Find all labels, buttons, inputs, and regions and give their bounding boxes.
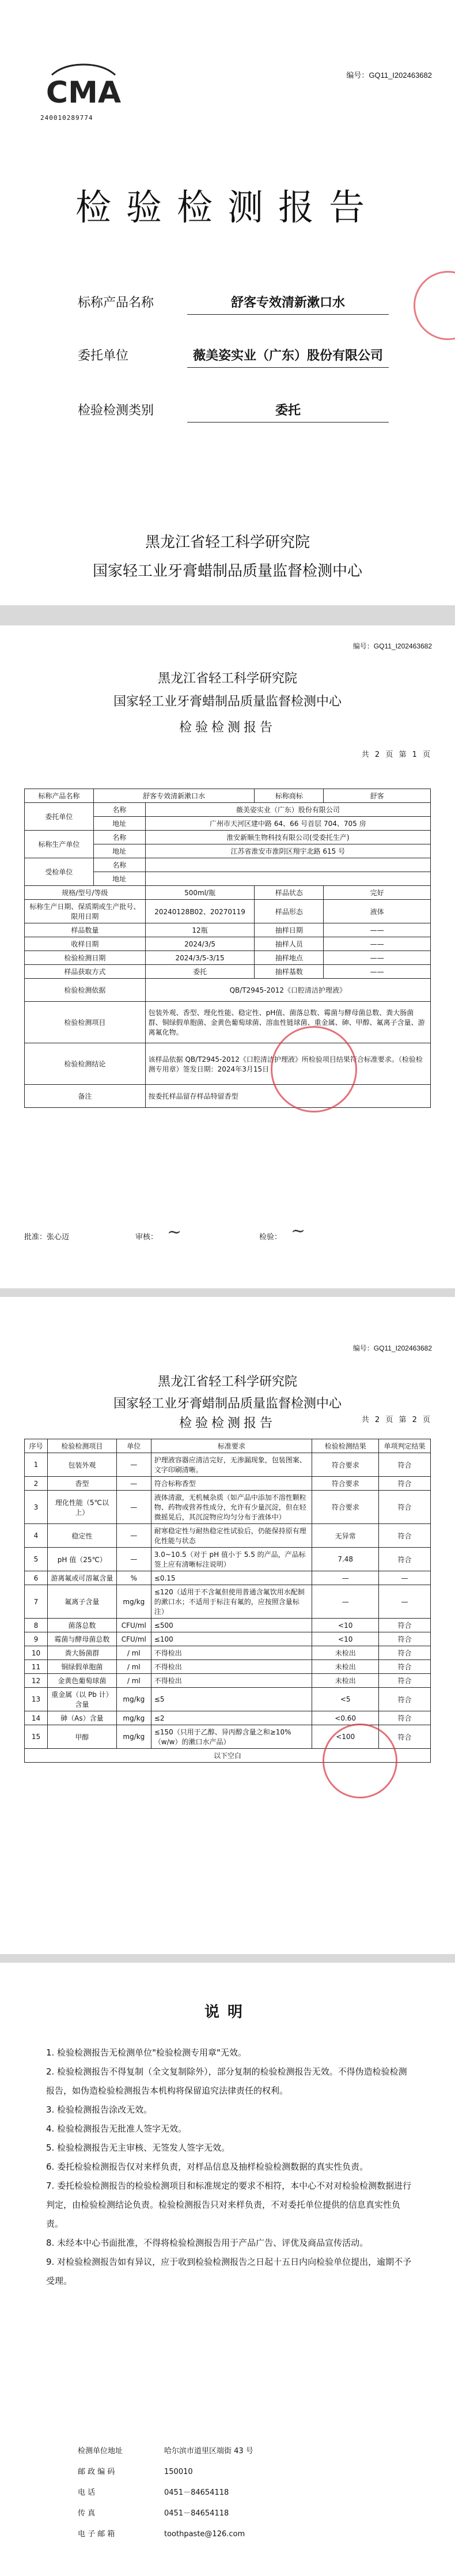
cell: 7.48	[312, 1548, 379, 1571]
cell: 11	[25, 1660, 48, 1674]
table-row	[25, 1585, 431, 1619]
cell: 液体清澈，无机械杂质（如产品中添加不溶性颗粒物、药物或营养性成分，允许有少量沉淀，但在轻微摇晃后，其沉淀物应均匀分布于液体中）	[151, 1491, 312, 1524]
cell: 金黄色葡萄球菌	[47, 1674, 116, 1688]
note-item: 4. 检验检测报告无批准人签字无效。	[46, 2124, 187, 2134]
cell: 3	[25, 1491, 48, 1524]
cell: ≤2	[151, 1711, 312, 1725]
cell: 8	[25, 1619, 48, 1632]
table-row	[25, 1646, 431, 1660]
cell: ≤150（只用于乙醇、异丙醇含量之和≥10%（w/w）的漱口水产品）	[151, 1725, 312, 1749]
cell: 2024/3/5	[145, 937, 255, 951]
contact-row	[78, 2483, 253, 2503]
cell: 护理液容器应清洁完好，无渗漏现象，包装图案、文字印刷清晰。	[151, 1453, 312, 1477]
cell: 检验检测项目	[25, 1002, 146, 1043]
cell: 6	[25, 1571, 48, 1585]
cell: 符合	[379, 1477, 431, 1491]
table-row	[25, 1688, 431, 1711]
cell: 符合	[379, 1632, 431, 1646]
cell: 标称产品名称	[25, 789, 94, 803]
inspection-seal	[323, 1723, 397, 1798]
cell: 地址	[93, 844, 145, 858]
cell: 符合要求	[312, 1453, 379, 1477]
page3-org-2: 国家轻工业牙膏蜡制品质量监督检测中心	[113, 1397, 342, 1411]
cell: 包装外观	[47, 1453, 116, 1477]
cell: 3.0~10.5（对于 pH 值小于 5.5 的产品，产品标签上应有清晰标注说明）	[151, 1548, 312, 1571]
cover-label: 标称产品名称	[78, 296, 154, 310]
table-row	[25, 1491, 431, 1524]
reviewer-label: 审核：	[135, 1233, 158, 1242]
page2-report-number: 编号：GQ11_I202463682	[352, 642, 432, 650]
contact-block	[78, 2441, 253, 2545]
cell: 符合	[379, 1674, 431, 1688]
cell: 符合要求	[312, 1491, 379, 1524]
cover-value: 委托	[187, 401, 389, 423]
note-item: 5. 检验检测报告无主审核、无签发人签字无效。	[46, 2143, 230, 2153]
cell: / ml	[116, 1674, 151, 1688]
cell: / ml	[116, 1660, 151, 1674]
column-header: 单项判定结果	[379, 1439, 431, 1453]
table-row	[25, 1524, 431, 1548]
cell: 12	[25, 1674, 48, 1688]
note-item: 9. 对检验检测报告如有异议，应于收到检验检测报告之日起十五日内向检验单位提出，逾期不予受理。	[46, 2257, 412, 2286]
contact-label: 传 真	[78, 2509, 96, 2518]
cell: 委托单位	[25, 803, 94, 831]
table-row	[25, 900, 431, 923]
note-item: 1. 检验检测报告无检测单位"检验检测专用章"无效。	[46, 2047, 247, 2058]
cell: 符合	[379, 1619, 431, 1632]
cell: %	[116, 1571, 151, 1585]
table-row	[25, 1085, 431, 1108]
cell: <0.60	[312, 1711, 379, 1725]
cell: 粪大肠菌群	[47, 1646, 116, 1660]
cell: QB/T2945-2012《口腔清洁护理液》	[145, 979, 430, 1002]
cell: CFU/ml	[116, 1619, 151, 1632]
table-row	[25, 923, 431, 937]
cell: 无异常	[312, 1524, 379, 1548]
cell: 检验检测依据	[25, 979, 146, 1002]
cell: 重金属（以 Pb 计）含量	[47, 1688, 116, 1711]
cell: 符合	[379, 1548, 431, 1571]
cell: 不得检出	[151, 1646, 312, 1660]
cell: 符合	[379, 1688, 431, 1711]
cell: 符合	[379, 1711, 431, 1725]
cell: 完好	[324, 886, 431, 900]
cover-label: 检验检测类别	[78, 403, 154, 418]
cover-row-client	[78, 346, 400, 369]
cell: 抽样人员	[255, 937, 324, 951]
cell: 2	[25, 1477, 48, 1491]
cell: mg/kg	[116, 1688, 151, 1711]
cover-row-product	[78, 293, 400, 316]
results-table	[24, 1439, 431, 1763]
cma-serial: 240010289774	[40, 114, 93, 122]
page3-report-number: 编号：GQ11_I202463682	[352, 1344, 432, 1352]
column-header: 标准要求	[151, 1439, 312, 1453]
column-header: 单位	[116, 1439, 151, 1453]
cover-row-type	[78, 401, 400, 424]
cell: 13	[25, 1688, 48, 1711]
cell: 500ml/瓶	[145, 886, 255, 900]
cell: / ml	[116, 1646, 151, 1660]
cell: 检验检测结论	[25, 1043, 146, 1085]
cell: 甲醇	[47, 1725, 116, 1749]
cell: 抽样日期	[255, 923, 324, 937]
page2-org-2: 国家轻工业牙膏蜡制品质量监督检测中心	[113, 695, 342, 709]
contact-label: 检测单位地址	[78, 2447, 123, 2456]
column-header: 检验检测结果	[312, 1439, 379, 1453]
cell: CFU/ml	[116, 1632, 151, 1646]
note-item: 3. 检验检测报告涂改无效。	[46, 2104, 153, 2115]
table-row	[25, 1619, 431, 1632]
cell: mg/kg	[116, 1725, 151, 1749]
page3-page-count: 共 2 页 第 2 页	[361, 1416, 432, 1424]
cell: 名称	[93, 831, 145, 844]
cell: 样品获取方式	[25, 965, 146, 979]
contact-value: 150010	[164, 2468, 193, 2476]
cell: 符合	[379, 1491, 431, 1524]
cell: 广州市天河区建中路 64、66 号首层 704、705 房	[145, 817, 430, 831]
cell: 抽样基数	[255, 965, 324, 979]
table-row	[25, 1043, 431, 1085]
cell: 稳定性	[47, 1524, 116, 1548]
cell: mg/kg	[116, 1711, 151, 1725]
cell: mg/kg	[116, 1585, 151, 1619]
cell: 7	[25, 1585, 48, 1619]
cell: 受检单位	[25, 858, 94, 886]
cell: ——	[324, 965, 431, 979]
column-header: 检验检测项目	[47, 1439, 116, 1453]
table-row	[25, 831, 431, 844]
page2-org-1: 黑龙江省轻工科学研究院	[157, 672, 297, 686]
table-row	[25, 1571, 431, 1585]
table-row	[25, 1711, 431, 1725]
cell: 符合	[379, 1524, 431, 1548]
cell: 14	[25, 1711, 48, 1725]
contact-row	[78, 2503, 253, 2524]
cell: 地址	[93, 817, 145, 831]
cell: —	[116, 1491, 151, 1524]
cell: 该样品依据 QB/T2945-2012《口腔清洁护理液》所检验项目结果符合标准要求。（检验检测专用章）签发日期：2024年3月15日	[145, 1043, 430, 1085]
note-item: 6. 委托检验检测报告仅对来样负责，对样品信息及抽样检验检测数据的真实性负责。	[46, 2162, 369, 2172]
cell: 9	[25, 1632, 48, 1646]
cell: 舒客专效清新漱口水	[93, 789, 255, 803]
cell: 不得检出	[151, 1660, 312, 1674]
cell: 薇美姿实业（广东）股份有限公司	[145, 803, 430, 817]
cell: 名称	[93, 803, 145, 817]
cell: ≤500	[151, 1619, 312, 1632]
table-row	[25, 979, 431, 1002]
cell: 铜绿假单胞菌	[47, 1660, 116, 1674]
cell: ——	[324, 923, 431, 937]
page2-title: 检验检测报告	[179, 721, 276, 735]
cell: 检验检测日期	[25, 951, 146, 965]
cell: 香型	[47, 1477, 116, 1491]
edge-stamp	[414, 271, 455, 340]
cell: ——	[324, 937, 431, 951]
contact-value: 0451－84654118	[164, 2488, 229, 2497]
contact-label: 电 话	[78, 2488, 96, 2497]
contact-label: 邮 政 编 码	[78, 2468, 115, 2476]
table-row	[25, 1674, 431, 1688]
cma-logo	[40, 63, 127, 116]
reviewer-signature: ~	[167, 1222, 182, 1242]
column-header: 序号	[25, 1439, 48, 1453]
cell: 样品形态	[255, 900, 324, 923]
cell: ≤120（适用于不含氟但使用普通含氟饮用水配制的漱口水；不适用于标注有氟的，应按照含量标注）	[151, 1585, 312, 1619]
cell: 符合	[379, 1725, 431, 1749]
notes-title: 说明	[204, 2004, 251, 2021]
cell: —	[312, 1585, 379, 1619]
cell: 未检出	[312, 1646, 379, 1660]
cover-title: 检验检测报告	[75, 186, 380, 228]
cell: —	[116, 1477, 151, 1491]
cell: 样品状态	[255, 886, 324, 900]
info-table	[24, 789, 431, 1108]
cell: 收样日期	[25, 937, 146, 951]
cell: 10	[25, 1646, 48, 1660]
cell: 委托	[145, 965, 255, 979]
table-row	[25, 789, 431, 803]
cell: 氟离子含量	[47, 1585, 116, 1619]
cell: 江苏省淮安市淮阴区翔宇北路 615 号	[145, 844, 430, 858]
table-row	[25, 1632, 431, 1646]
contact-value: toothpaste@126.com	[164, 2530, 245, 2539]
cell: ≤5	[151, 1688, 312, 1711]
cell: 1	[25, 1453, 48, 1477]
cell: 淮安新顺生物科技有限公司(受委托生产)	[145, 831, 430, 844]
cell: <10	[312, 1619, 379, 1632]
cell: 理化性能（5℃以上）	[47, 1491, 116, 1524]
table-footer: 以下空白	[25, 1749, 431, 1763]
contact-row	[78, 2441, 253, 2462]
page3-org-1: 黑龙江省轻工科学研究院	[157, 1375, 297, 1389]
table-row	[25, 858, 431, 872]
table-row	[25, 965, 431, 979]
cell: 符合	[379, 1646, 431, 1660]
cell: ≤0.15	[151, 1571, 312, 1585]
cell: 地址	[93, 872, 145, 886]
page3-title: 检验检测报告	[179, 1416, 276, 1431]
cell: 符合标称香型	[151, 1477, 312, 1491]
cell: 抽样地点	[255, 951, 324, 965]
cell: <5	[312, 1688, 379, 1711]
cell: 4	[25, 1524, 48, 1548]
cell: —	[116, 1548, 151, 1571]
note-item: 2. 检验检测报告不得复制（全文复制除外），部分复制的检验检测报告无效。不得伪造检验检测报告，如伪造检验检测报告本机构将保留追究法律责任的权利。	[46, 2066, 407, 2096]
table-row	[25, 886, 431, 900]
table-row	[25, 1477, 431, 1491]
notes-list	[46, 2043, 415, 2291]
table-row	[25, 1453, 431, 1477]
cell: 5	[25, 1548, 48, 1571]
page2-page-count: 共 2 页 第 1 页	[361, 750, 432, 759]
cell: pH 值（25℃）	[47, 1548, 116, 1571]
cell: 标称商标	[255, 789, 324, 803]
table-row	[25, 803, 431, 817]
cell: 舒客	[324, 789, 431, 803]
cell: 15	[25, 1725, 48, 1749]
cell: 规格/型号/等级	[25, 886, 146, 900]
cell: —	[116, 1524, 151, 1548]
cell: <10	[312, 1632, 379, 1646]
contact-label: 电 子 邮 箱	[78, 2530, 115, 2539]
cover-org-1: 黑龙江省轻工科学研究院	[145, 534, 310, 551]
cell: 符合要求	[312, 1477, 379, 1491]
table-row	[25, 1002, 431, 1043]
cell: ≤100	[151, 1632, 312, 1646]
cell: 标称生产单位	[25, 831, 94, 858]
cell: 2024/3/5-3/15	[145, 951, 255, 965]
cell: 菌落总数	[47, 1619, 116, 1632]
cell: —	[379, 1571, 431, 1585]
checker-signature: ~	[291, 1221, 306, 1241]
svg-text:CMA: CMA	[46, 76, 122, 110]
contact-row	[78, 2462, 253, 2483]
cell: 游离氟或可溶氟含量	[47, 1571, 116, 1585]
cell: —	[379, 1585, 431, 1619]
approver-label: 批准：张心迈	[24, 1233, 70, 1242]
cell	[145, 858, 430, 872]
cell: 名称	[93, 858, 145, 872]
cell: 包装外观、香型、理化性能、稳定性、pH值、菌落总数、霉菌与酵母菌总数、粪大肠菌群、铜绿假单胞菌、金黄色葡萄球菌、溶血性链球菌、重金属、砷、甲醇、氟离子含量、游离氟化物。	[145, 1002, 430, 1043]
cell: —	[116, 1453, 151, 1477]
cell: 12瓶	[145, 923, 255, 937]
cell: <100	[312, 1725, 379, 1749]
cell: 耐寒稳定性与耐热稳定性试验后，仍能保持原有理化性能与状态	[151, 1524, 312, 1548]
note-item: 8. 未经本中心书面批准，不得将检验检测报告用于产品广告、评优及商品宣传活动。	[46, 2238, 369, 2248]
cell: 标称生产日期、保质期或生产批号、限用日期	[25, 900, 146, 923]
checker-label: 检验：	[259, 1233, 282, 1242]
cell: 符合	[379, 1453, 431, 1477]
cell: 霉菌与酵母菌总数	[47, 1632, 116, 1646]
cell: 备注	[25, 1085, 146, 1108]
cover-label: 委托单位	[78, 349, 129, 363]
cover-value: 舒客专效清新漱口水	[187, 293, 389, 315]
table-row	[25, 1548, 431, 1571]
cover-value: 薇美姿实业（广东）股份有限公司	[187, 346, 389, 368]
cell: 符合	[379, 1660, 431, 1674]
contact-value: 哈尔滨市道里区端街 43 号	[164, 2447, 253, 2456]
cell: 按委托样品留存样品特留香型	[145, 1085, 430, 1108]
cell: 未检出	[312, 1660, 379, 1674]
contact-value: 0451－84654118	[164, 2509, 229, 2518]
report-number: 编号：GQ11_I202463682	[346, 71, 432, 80]
inspection-seal	[271, 1026, 357, 1112]
cell: 砷（As）含量	[47, 1711, 116, 1725]
note-item: 7. 委托检验检测报告的检验检测项目和标准规定的要求不相符，本中心不对对检验检测数据进行判定，由检验检测结论负责。检验检测报告只对来样负责，不对委托单位提供的信息真实性负责。	[46, 2181, 412, 2229]
table-row	[25, 1660, 431, 1674]
cell: 液体	[324, 900, 431, 923]
cell	[145, 872, 430, 886]
cell: 20240128B02、20270119	[145, 900, 255, 923]
cell: 不得检出	[151, 1674, 312, 1688]
cell: ——	[324, 951, 431, 965]
table-row	[25, 937, 431, 951]
cover-page	[0, 0, 455, 605]
cell: 样品数量	[25, 923, 146, 937]
table-row	[25, 951, 431, 965]
cell: —	[312, 1571, 379, 1585]
contact-row	[78, 2524, 253, 2545]
table-header-row	[25, 1439, 431, 1453]
cell: 未检出	[312, 1674, 379, 1688]
cover-org-2: 国家轻工业牙膏蜡制品质量监督检测中心	[92, 563, 362, 580]
